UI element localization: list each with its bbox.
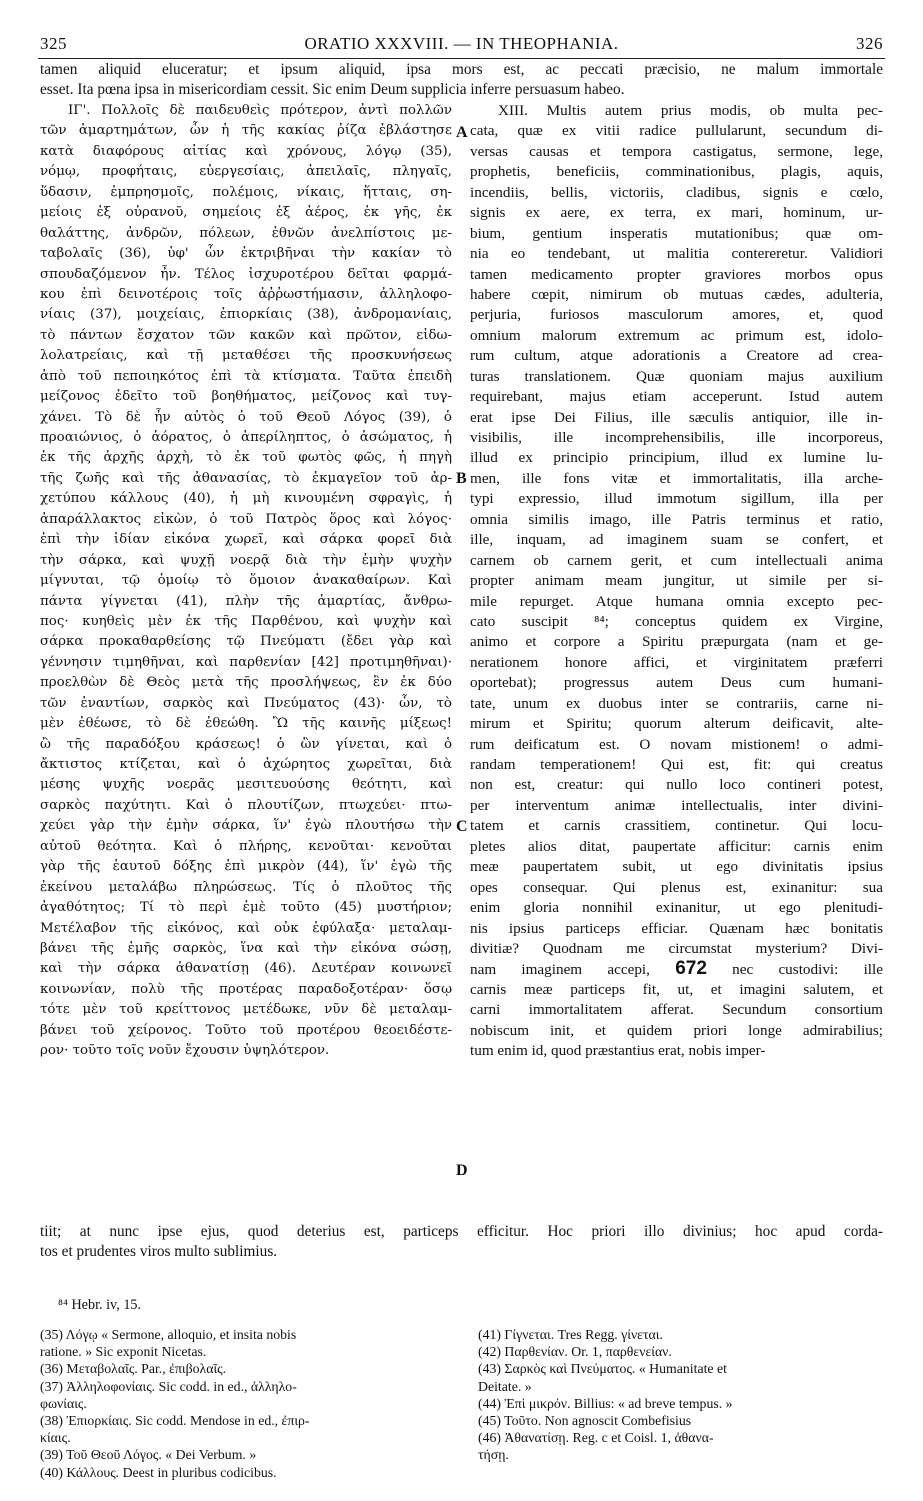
latin-text-line: tum enim id, quod præstantius erat, nobis imper- (470, 1042, 766, 1060)
greek-text-line: ἀπὸ τοῦ πεποιηκότος ἐπὶ τὰ κτίσματα. Ταῦτα ἐπειδὴ (40, 368, 452, 384)
scripture-reference: ⁸⁴ Hebr. iv, 15. (58, 1297, 142, 1313)
latin-text-line: visibilis, ille incomprehensibilis, ille incorporeus, (470, 429, 883, 446)
greek-text-line: ἐπὶ τὴν ἰδίαν εἰκόνα χωρεῖ, καὶ σάρκα φορεῖ διὰ (40, 532, 452, 548)
running-header (40, 34, 883, 58)
footnote-line: (45) Τοῦτο. Non agnoscit Combefisius (478, 1412, 692, 1428)
latin-text-line: opes consequar. Qui plenus est, exinanitur: sua (470, 878, 883, 896)
latin-text-line: mile repurget. Atque humana omnia excepto pec- (470, 592, 883, 610)
greek-text-line: κου ἐπὶ δεινοτέροις τοῖς ἀῤῥωστήμασιν, ἀλληλοφο- (40, 286, 452, 302)
latin-text-line: omnium malorum extremum ac primum est, idolo- (470, 326, 883, 344)
greek-text-line: σπουδαζόμενον ἦν. Τέλος ἰσχυροτέρου δεῖται φαρμά- (40, 266, 452, 282)
footnote-line: (39) Τοῦ Θεοῦ Λόγος. « Dei Verbum. » (40, 1447, 257, 1463)
latin-text-line: men, ille fons vitæ et immortalitatis, illa arche- (470, 469, 883, 487)
footnotes-right (478, 1326, 883, 1464)
footnote-line: ratione. » Sic exponit Nicetas. (40, 1344, 207, 1360)
footnote-line: (38) Ἐπιορκίαις. Sic codd. Mendose in ed., ἐπιρ- (40, 1412, 310, 1428)
margin-letter-d: D (456, 1162, 468, 1179)
footnote-line: (35) Λόγῳ « Sermone, alloquio, et insita nobis (40, 1327, 297, 1342)
footnote-line: (40) Κάλλους. Deest in pluribus codicibus. (40, 1464, 277, 1480)
latin-text-line: mirum et Spiritu; quorum alterum deificavit, alte- (470, 715, 883, 733)
greek-text-line: Μετέλαβον τῆς εἰκόνος, καὶ οὐκ ἐφύλαξα· μεταλαμ- (40, 920, 452, 936)
greek-text-line: ἐκείνου μεταλάβω πληρώσεως. Τίς ὁ πλοῦτος τῆς (40, 879, 452, 895)
greek-column (40, 101, 452, 1062)
greek-text-line: ταβολαῖς (36), ὑφ' ὧν ἐκτριβῆναι τὴν κακίαν τὸ (40, 246, 452, 262)
greek-text-line: γὰρ τῆς ἑαυτοῦ δόξης ἐπὶ μικρὸν (44), ἵν' ἐγὼ τῆς (40, 859, 452, 875)
greek-text-line: προαιώνιος, ὁ ἀόρατος, ὁ ἀπερίληπτος, ὁ ἀσώματος, ἡ (40, 430, 452, 445)
latin-text-line: bium, gentium insperatis mutationibus; quæ om- (470, 224, 883, 242)
greek-text-line: μέσης ψυχῆς νοερᾶς μεσιτευούσης θεότητι, καὶ (40, 777, 452, 793)
latin-text-line: omnia similis imago, ille Patris terminus et ratio, (470, 510, 883, 528)
footnote-line: τήσῃ. (478, 1447, 509, 1463)
latin-text-line: animo et corpore a Spiritu præpurgata (nam et ge- (470, 633, 883, 651)
greek-text-line: αὐτοῦ θεότητα. Καὶ ὁ πλήρης, κενοῦται· κενοῦται (40, 838, 452, 854)
latin-text-line: nam imaginem accepi, 672 nec custodivi: ille (470, 959, 883, 980)
margin-letter-c: C (456, 818, 468, 835)
intro-line: esset. Ita pœna ipsa in misericordiam cessit. Sic enim Deum supplicia inferre persuasum habeo. (40, 81, 625, 99)
footnote-line: (46) Ἀθανατίσῃ. Reg. c et Coisl. 1, ἀθανα- (478, 1430, 714, 1446)
greek-text-line: πος· κυηθεὶς μὲν ἐκ τῆς Παρθένου, καὶ ψυχὴν καὶ (40, 613, 452, 629)
greek-text-line: ὕδασιν, ἐμπρησμοῖς, πολέμοις, νίκαις, ἥτταις, ση- (40, 184, 452, 200)
greek-text-line: χετύπου κάλλους (40), ἡ μὴ κινουμένη σφραγὶς, ἡ (40, 491, 452, 507)
greek-text-line: χάνει. Τὸ δὲ ἦν αὐτὸς ὁ τοῦ Θεοῦ Λόγος (39), ὁ (40, 409, 452, 425)
greek-text-line: τὴν σάρκα, καὶ ψυχῇ νοερᾷ διὰ τὴν ἐμὴν ψυχὴν (40, 552, 452, 568)
greek-text-line: ἐκ τῆς ἀρχῆς ἀρχὴ, τὸ ἐκ τοῦ φωτὸς φῶς, ἡ πηγὴ (40, 450, 452, 466)
greek-text-line: μίγνυται, τῷ ὁμοίῳ τὸ ὅμοιον ἀνακαθαίρων. Καὶ (40, 573, 452, 589)
footnote-line: (36) Μεταβολαῖς. Par., ἐπιβολαῖς. (40, 1361, 227, 1377)
latin-text-line: illud ex principio principium, illud ex lumine lu- (470, 449, 883, 467)
intro-paragraph (40, 60, 883, 101)
footnote-line: (44) Ἐπὶ μικρόν. Billius: « ad breve tempus. » (478, 1395, 733, 1411)
latin-text-line: non est, creatur: qui nullo loco contineri potest, (470, 776, 883, 794)
greek-text-line: ἄκτιστος κτίζεται, καὶ ὁ ἀχώρητος χωρεῖται, διὰ (40, 757, 452, 772)
greek-text-line: πάντα γίγνεται (41), πλὴν τῆς ἁμαρτίας, ἄνθρω- (40, 593, 452, 609)
latin-text-line: tatem et carnis crassitiem, continetur. Qui locu- (470, 817, 883, 835)
closing-line: tiit; at nunc ipse ejus, quod deterius est, particeps efficitur. Hoc priori illo divinius; hoc apud corda- (40, 1223, 883, 1240)
latin-text-line: cato suscipit ⁸⁴; conceptus quidem ex Virgine, (470, 612, 883, 630)
latin-text-line: divitiæ? Quodnam me circumstat mysterium? Divi- (470, 939, 883, 957)
greek-text-line: ὢ τῆς παραδόξου κράσεως! ὁ ὢν γίνεται, καὶ ὁ (40, 736, 452, 752)
latin-text-line: carni immortalitatem afferat. Secundum consortium (470, 1001, 883, 1019)
greek-text-line: ρον· τοῦτο τοῖς νοῦν ἔχουσιν ὑψηλότερον. (40, 1043, 330, 1059)
greek-text-line: γέννησιν τιμηθῆναι, καὶ παρθενίαν [42] προτιμηθῆναι)· (40, 654, 452, 670)
right-page-number: 326 (856, 34, 883, 53)
footnote-line: (43) Σαρκὸς καὶ Πνεύματος. « Humanitate et (478, 1361, 727, 1377)
latin-text-line: nis ipsius particeps efficiar. Quænam hæc bonitatis (470, 919, 883, 937)
latin-text-line: nia eo tendebant, ut malitia contereretur. Validiori (470, 245, 883, 263)
latin-text-line: nerationem honore affici, et virginitatem præferri (470, 653, 883, 671)
footnote-line: κίαις. (40, 1430, 71, 1446)
latin-text-line: cata, quæ ex vitii radice pullularunt, secundum di- (470, 122, 883, 140)
latin-text-line: versas causas et tempora castigatus, sermone, lege, (470, 142, 883, 160)
latin-line-tail: nec custodivi: ille (706, 961, 883, 979)
greek-text-line: χεύει γὰρ τὴν ἐμὴν σάρκα, ἵν' ἐγὼ πλουτήσω τὴν (40, 818, 452, 834)
greek-text-line: βάνει τοῦ χείρονος. Τοῦτο τοῦ προτέρου θεοειδέστε- (40, 1022, 452, 1038)
footnotes-left (40, 1326, 470, 1481)
latin-text-line: carnis meæ particeps fit, ut, et imagini salutem, et (470, 980, 883, 998)
greek-text-line: θαλάττης, ἀνδρῶν, πόλεων, ἐθνῶν ἀνελπίστοις με- (40, 225, 452, 241)
latin-text-line: typi expressio, illud immotum sigillum, illa per (470, 490, 883, 508)
latin-text-line: incendiis, bellis, victoriis, cladibus, signis e cœlo, (470, 183, 883, 201)
footnote-line: Deitate. » (478, 1378, 532, 1394)
latin-text-line: nobiscum init, et quidem priori longe admirabilius; (470, 1021, 883, 1039)
latin-text-line: tamen medicamento propter graviores morbos opus (470, 265, 883, 283)
latin-text-line: rum cultum, atque adorationis a Creatore ad crea- (470, 347, 883, 365)
greek-text-line: σαρκὸς παχύτητι. Καὶ ὁ πλουτίζων, πτωχεύει· πτω- (40, 797, 452, 813)
latin-text-line: ille, inquam, ad imaginem suam se confert, et (470, 531, 883, 549)
footnote-line: (37) Ἀλληλοφονίαις. Sic codd. in ed., ἀλληλο- (40, 1378, 297, 1394)
latin-text-line: randam temperationem! Qui est, fit: qui creatus (470, 756, 883, 773)
greek-text-line: καὶ τὴν σάρκα ἀθανατίσῃ (46). Δευτέραν κοινωνεῖ (40, 961, 452, 977)
latin-text-line: perjuria, furiosos masculorum amores, et, quod (470, 306, 883, 324)
greek-text-line: προελθὼν δὲ Θεὸς μετὰ τῆς προσλήψεως, ἓν ἐκ δύο (40, 675, 452, 691)
intro-line: tamen aliquid eluceratur; et ipsum aliquid, ipsa mors est, ac peccati præcisio, ne malum immortale (40, 61, 883, 78)
latin-text-line: carnem ob carnem gerit, et cum intellectuali anima (470, 551, 883, 569)
greek-text-line: τῶν ἁμαρτημάτων, ὧν ἡ τῆς κακίας ῥίζα ἐβλάστησε (40, 123, 452, 139)
latin-text-line: XIII. Multis autem prius modis, ob multa pec- (498, 102, 883, 119)
latin-text-line: erat ipse Dei Filius, ille sæculis antiquior, ille in- (470, 408, 883, 426)
greek-text-line: μὲν ἐθέωσε, τὸ δὲ ἐθεώθη. Ὢ τῆς καινῆς μίξεως! (40, 716, 452, 732)
footnote-line: φωνίαις. (40, 1395, 87, 1411)
latin-text-line: pletes alios ditat, paupertate afficitur: carnis enim (470, 837, 883, 855)
greek-text-line: νόμῳ, προφήταις, εὐεργεσίαις, ἀπειλαῖς, πληγαῖς, (40, 164, 452, 180)
greek-text-line: μείζονος ἐδεῖτο τοῦ βοηθήματος, μείζονος καὶ τυγ- (40, 389, 452, 405)
greek-text-line: ἀπαράλλακτος εἰκὼν, ὁ τοῦ Πατρὸς ὅρος καὶ λόγος· (40, 511, 452, 527)
latin-text-line: oportebat); progressus autem Deus cum humani- (470, 674, 883, 692)
latin-text-line: turas translationem. Quæ quoniam majus auxilium (470, 367, 883, 385)
greek-text-line: κατὰ διαφόρους αἰτίας καὶ χρόνους, λόγῳ (35), (40, 143, 452, 159)
latin-text-line: propter animam meam jungitur, ut simile per si- (470, 572, 883, 590)
greek-text-line: τότε μὲν τοῦ κρείττονος μετέδωκε, νῦν δὲ μεταλαμ- (40, 1002, 452, 1018)
latin-column (470, 101, 883, 1062)
margin-letter-a: A (456, 124, 468, 141)
closing-paragraph (40, 1222, 883, 1263)
greek-text-line: λολατρείαις, καὶ τῇ μεταθέσει τῆς προσκυνήσεως (40, 348, 452, 364)
running-title: ORATIO XXXVIII. — IN THEOPHANIA. (304, 34, 619, 53)
greek-text-line: βάνει τῆς ἐμῆς σαρκὸς, ἵνα καὶ τὴν εἰκόνα σώσῃ, (40, 940, 452, 956)
greek-text-line: μείοις ἐξ οὐρανοῦ, σημείοις ἐξ ἀέρος, ἐκ γῆς, ἐκ (40, 205, 452, 221)
latin-text-line: meæ paupertatem subit, ut ego divinitatis ipsius (470, 858, 883, 876)
latin-text-line: tate, unum ex duobus inter se contrariis, carne ni- (470, 694, 883, 712)
latin-text-line: per interventum animæ intellectualis, inter divini- (470, 796, 883, 814)
greek-text-line: ἀγαθότητος; Τί τὸ περὶ ἐμὲ τοῦτο (45) μυστήριον; (40, 900, 452, 916)
header-rule (38, 58, 885, 59)
latin-text-line: rum deificatum est. O novam mistionem! o admi- (470, 735, 883, 753)
margin-letter-b: B (456, 470, 467, 487)
greek-text-line: σάρκα προκαθαρθείσης τῷ Πνεύματι (ἔδει γὰρ καὶ (40, 634, 452, 650)
greek-text-line: κοινωνίαν, πολὺ τῆς προτέρας παραδοξοτέραν· ὅσῳ (40, 981, 452, 997)
footnote-line: (42) Παρθενίαν. Or. 1, παρθενείαν. (478, 1344, 672, 1360)
greek-text-line: νίαις (37), μοιχείαις, ἐπιορκίαις (38), ἀνδρομανίαις, (40, 307, 452, 323)
footnote-line: (41) Γίγνεται. Tres Regg. γίνεται. (478, 1327, 663, 1342)
left-page-number: 325 (40, 34, 67, 53)
greek-text-line: τῆς ζωῆς καὶ τῆς ἀθανασίας, τὸ ἐκμαγεῖον τοῦ ἀρ- (40, 470, 452, 486)
latin-text-line: prophetis, beneficiis, comminationibus, plagis, aquis, (470, 163, 883, 181)
closing-line: tos et prudentes viros multo sublimius. (40, 1243, 278, 1261)
greek-text-line: τῶν ἐναντίων, σαρκὸς καὶ Πνεύματος (43)· ὧν, τὸ (40, 695, 452, 711)
greek-text-line: ΙΓ'. Πολλοῖς δὲ παιδευθεὶς πρότερον, ἀντὶ πολλῶν (68, 103, 452, 118)
column-number: 672 (675, 959, 707, 980)
greek-text-line: τὸ πάντων ἔσχατον τῶν κακῶν καὶ πρῶτον, εἰδω- (40, 327, 452, 343)
latin-text-line: signis ex aere, ex terra, ex mari, hominum, ur- (470, 204, 883, 222)
latin-text-line: habere cœpit, nimirum ob mutuas cædes, adulteria, (470, 285, 883, 303)
latin-text-line: requirebant, majus etiam acceperunt. Istud autem (470, 388, 883, 406)
latin-text-line: enim gloria nonnihil exinanitur, ut ego plenitudi- (470, 899, 883, 917)
